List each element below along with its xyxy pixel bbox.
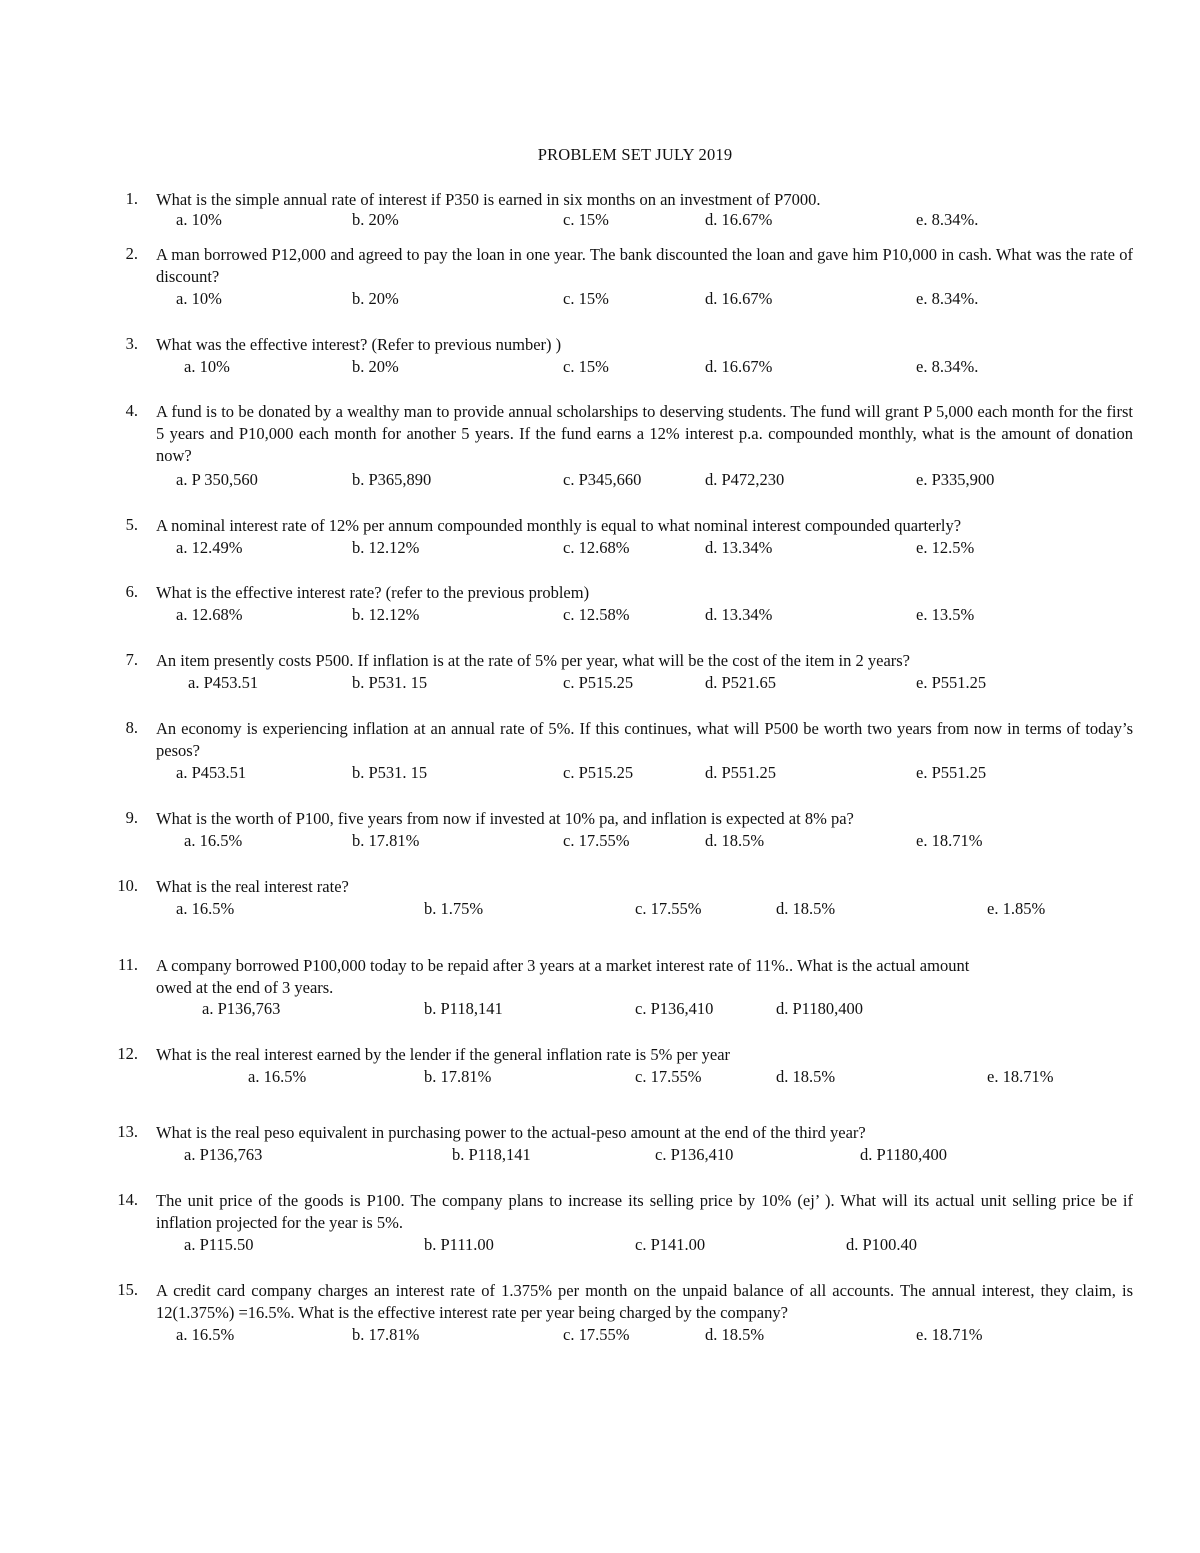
option-d: d. 18.5% — [705, 1325, 765, 1344]
question-text: What is the real interest earned by the lender if the general inflation rate is 5% per year — [156, 1045, 731, 1064]
option-a: a. 10% — [176, 289, 222, 308]
option-d: d. P472,230 — [705, 470, 785, 489]
question-text: An item presently costs P500. If inflation is at the rate of 5% per year, what will be the cost of the item in 2 years? — [156, 651, 911, 670]
option-d: d. 16.67% — [705, 289, 773, 308]
option-d: d. 13.34% — [705, 538, 773, 557]
option-b: b. 12.12% — [352, 538, 420, 557]
option-e: e. 1.85% — [987, 899, 1046, 918]
option-a: a. 16.5% — [248, 1067, 307, 1086]
option-b: b. P118,141 — [424, 999, 503, 1018]
question-text: An economy is experiencing inflation at an annual rate of 5%. If this continues, what will P500 be worth two years from now in terms of today’s pesos? — [156, 719, 1133, 760]
option-b: b. 20% — [352, 289, 399, 308]
question-number: 13. — [117, 1122, 138, 1141]
question-text: A credit card company charges an interest rate of 1.375% per month on the unpaid balance of all accounts. The annual interest, they claim, is 12(1.375%) =16.5%. What is the effective interest rate per year being charged by the company? — [156, 1281, 1133, 1322]
question-text: A fund is to be donated by a wealthy man to provide annual scholarships to deserving students. The fund will grant P 5,000 each month for the first 5 years and P10,000 each month for another 5 years. If the fund earns a 12% interest p.a. compounded monthly, what is the amount of donation now? — [156, 402, 1133, 465]
option-c: c. P515.25 — [563, 673, 634, 692]
option-a: a. 10% — [176, 210, 222, 229]
option-c: c. P141.00 — [635, 1235, 706, 1254]
option-e: e. 18.71% — [916, 831, 983, 850]
option-b: b. 17.81% — [352, 1325, 420, 1344]
option-b: b. 20% — [352, 357, 399, 376]
option-a: a. P453.51 — [188, 673, 259, 692]
option-a: a. P115.50 — [184, 1235, 254, 1254]
option-c: c. 17.55% — [635, 1067, 702, 1086]
option-e: e. 8.34%. — [916, 289, 979, 308]
option-a: a. P136,763 — [202, 999, 281, 1018]
option-c: c. 17.55% — [563, 1325, 630, 1344]
option-a: a. 16.5% — [184, 831, 243, 850]
question-text: A man borrowed P12,000 and agreed to pay the loan in one year. The bank discounted the loan and gave him P10,000 in cash. What was the rate of discount? — [156, 245, 1133, 286]
question-number: 1. — [125, 189, 138, 208]
question-number: 7. — [125, 650, 138, 669]
option-a: a. 12.49% — [176, 538, 243, 557]
option-d: d. P551.25 — [705, 763, 777, 782]
option-b: b. P531. 15 — [352, 763, 428, 782]
option-b: b. P118,141 — [452, 1145, 531, 1164]
option-d: d. P521.65 — [705, 673, 777, 692]
question-number: 12. — [117, 1044, 138, 1063]
question-text: What is the simple annual rate of interest if P350 is earned in six months on an investment of P7000. — [156, 190, 821, 209]
option-d: d. P1180,400 — [860, 1145, 947, 1164]
question-number: 14. — [117, 1190, 138, 1209]
option-c: c. 17.55% — [635, 899, 702, 918]
question-number: 3. — [125, 334, 138, 353]
option-a: a. P136,763 — [184, 1145, 263, 1164]
option-a: a. 16.5% — [176, 899, 235, 918]
option-c: c. P136,410 — [655, 1145, 734, 1164]
option-a: a. P453.51 — [176, 763, 247, 782]
option-d: d. 18.5% — [776, 1067, 836, 1086]
question-number: 9. — [125, 808, 138, 827]
option-e: e. 12.5% — [916, 538, 975, 557]
option-d: d. P1180,400 — [776, 999, 863, 1018]
option-e: e. P551.25 — [916, 673, 987, 692]
question-number: 6. — [125, 582, 138, 601]
question-text: What is the real interest rate? — [156, 877, 349, 896]
question-text: The unit price of the goods is P100. The company plans to increase its selling price by 10% (ej’ ). What will its actual unit selling price be if inflation projected for the year is 5%. — [156, 1191, 1133, 1232]
question-number: 15. — [117, 1280, 138, 1299]
option-e: e. P551.25 — [916, 763, 987, 782]
option-c: c. P515.25 — [563, 763, 634, 782]
option-b: b. P531. 15 — [352, 673, 428, 692]
question-number: 4. — [125, 401, 138, 420]
option-b: b. 1.75% — [424, 899, 484, 918]
option-d: d. 13.34% — [705, 605, 773, 624]
page-title: PROBLEM SET JULY 2019 — [537, 145, 733, 164]
option-d: d. 18.5% — [776, 899, 836, 918]
option-e: e. 18.71% — [916, 1325, 983, 1344]
option-e: e. 8.34%. — [916, 210, 979, 229]
option-c: c. P136,410 — [635, 999, 714, 1018]
question-text: A company borrowed P100,000 today to be repaid after 3 years at a market interest rate of 11%.. What is the actual amount owed at the end of 3 years. — [156, 956, 970, 997]
option-d: d. 18.5% — [705, 831, 765, 850]
option-e: e. 18.71% — [987, 1067, 1054, 1086]
question-text: What is the worth of P100, five years from now if invested at 10% pa, and inflation is expected at 8% pa? — [156, 809, 854, 828]
option-a: a. 10% — [184, 357, 230, 376]
question-text: A nominal interest rate of 12% per annum compounded monthly is equal to what nominal interest compounded quarterly? — [156, 516, 962, 535]
option-b: b. 17.81% — [424, 1067, 492, 1086]
option-b: b. 12.12% — [352, 605, 420, 624]
option-e: e. 13.5% — [916, 605, 975, 624]
option-d: d. 16.67% — [705, 357, 773, 376]
option-b: b. 20% — [352, 210, 399, 229]
question-text: What is the effective interest rate? (refer to the previous problem) — [156, 583, 590, 602]
question-number: 10. — [117, 876, 138, 895]
option-a: a. 12.68% — [176, 605, 243, 624]
question-number: 5. — [125, 515, 138, 534]
option-c: c. 15% — [563, 210, 609, 229]
option-c: c. 12.68% — [563, 538, 630, 557]
option-c: c. 17.55% — [563, 831, 630, 850]
option-a: a. 16.5% — [176, 1325, 235, 1344]
option-d: d. P100.40 — [846, 1235, 918, 1254]
option-d: d. 16.67% — [705, 210, 773, 229]
option-c: c. 12.58% — [563, 605, 630, 624]
question-number: 2. — [125, 244, 138, 263]
option-b: b. 17.81% — [352, 831, 420, 850]
option-c: c. 15% — [563, 289, 609, 308]
question-number: 11. — [117, 955, 138, 974]
question-text: What was the effective interest? (Refer to previous number) ) — [156, 335, 562, 354]
option-e: e. P335,900 — [916, 470, 995, 489]
option-b: b. P111.00 — [424, 1235, 494, 1254]
option-a: a. P 350,560 — [176, 470, 258, 489]
question-number: 8. — [125, 718, 138, 737]
option-e: e. 8.34%. — [916, 357, 979, 376]
option-c: c. P345,660 — [563, 470, 642, 489]
option-b: b. P365,890 — [352, 470, 432, 489]
option-c: c. 15% — [563, 357, 609, 376]
question-text: What is the real peso equivalent in purchasing power to the actual-peso amount at the end of the third year? — [156, 1123, 866, 1142]
